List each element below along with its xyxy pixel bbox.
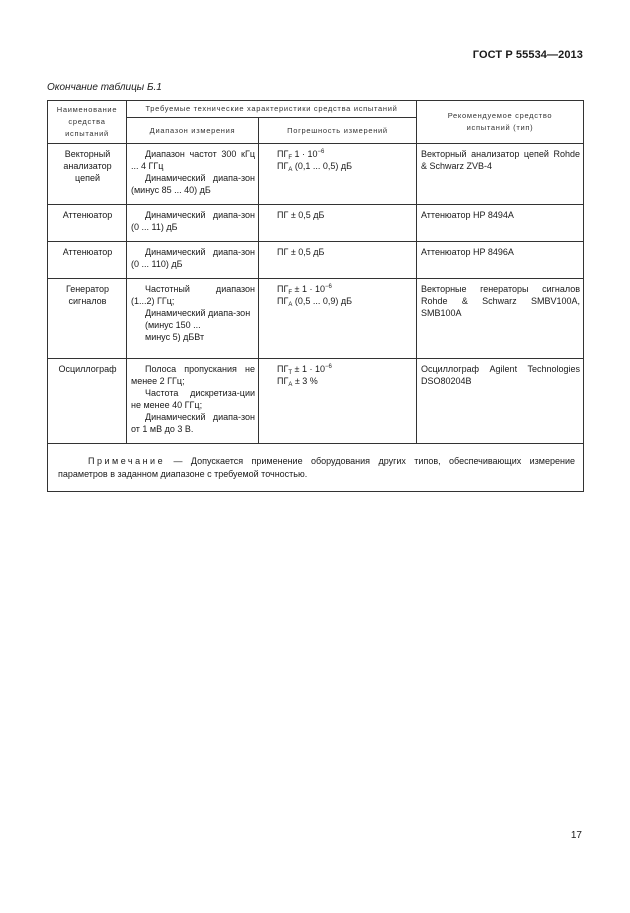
range-line: Частота дискретиза-ции не менее 40 ГГц; xyxy=(131,388,255,410)
cell-recommended: Векторные генераторы сигналов Rohde & Schwarz SMBV100A, SMB100A xyxy=(417,279,584,359)
specification-table xyxy=(47,100,584,492)
cell-error xyxy=(259,359,417,444)
error-line xyxy=(277,246,413,258)
error-value: ± 1 · 10 xyxy=(292,364,325,374)
table-caption: Окончание таблицы Б.1 xyxy=(47,82,162,93)
error-value: 1 · 10 xyxy=(292,149,318,159)
table-row xyxy=(48,144,584,205)
error-value: ± 0,5 дБ xyxy=(288,210,325,220)
range-line: (минус 150 ... xyxy=(145,320,201,330)
range-line: Динамический диапа-зон xyxy=(145,308,251,318)
cell-name: Осциллограф xyxy=(48,359,127,444)
cell-range xyxy=(127,242,259,279)
error-subscript: А xyxy=(288,167,293,173)
error-line xyxy=(277,160,413,172)
cell-name: Аттенюатор xyxy=(48,205,127,242)
range-line: Частотный диапазон (1...2) ГГц; xyxy=(131,284,255,306)
cell-error xyxy=(259,144,417,205)
range-line: Динамический диапа-зон (минус 85 ... 40) дБ xyxy=(131,173,255,195)
error-value: (0,1 ... 0,5) дБ xyxy=(292,161,353,171)
range-line: Диапазон частот 300 кГц ... 4 ГГц xyxy=(131,149,255,171)
range-line: Динамический диапа-зон (0 ... 11) дБ xyxy=(131,210,255,232)
error-symbol: ПГ xyxy=(277,149,289,159)
error-line xyxy=(277,209,413,221)
error-subscript: F xyxy=(288,155,293,161)
header-recommended: Рекомендуемое средство испытаний (тип) xyxy=(417,101,584,144)
error-exponent: −6 xyxy=(317,149,325,155)
cell-recommended: Аттенюатор HP 8496A xyxy=(417,242,584,279)
cell-name: Аттенюатор xyxy=(48,242,127,279)
note-text: — Допускается применение оборудования других типов, обеспечивающих измерение параметров в заданном диапазоне с требуемой точностью. xyxy=(58,456,575,479)
header-error: Погрешность измерений xyxy=(259,118,417,144)
error-value: ± 1 · 10 xyxy=(292,284,325,294)
error-symbol: ПГ xyxy=(277,296,289,306)
header-range: Диапазон измерения xyxy=(127,118,259,144)
range-line: Динамический диапа-зон от 1 мВ до 3 В. xyxy=(131,412,255,434)
cell-error xyxy=(259,242,417,279)
header-required-characteristics: Требуемые технические характеристики средства испытаний xyxy=(127,101,417,118)
table-row xyxy=(48,205,584,242)
document-code: ГОСТ Р 55534—2013 xyxy=(472,49,583,61)
error-line xyxy=(277,148,413,160)
range-line: Динамический диапа-зон (0 ... 110) дБ xyxy=(131,247,255,269)
cell-range xyxy=(127,359,259,444)
error-line xyxy=(277,375,413,387)
table-row xyxy=(48,359,584,444)
error-symbol: ПГ xyxy=(277,210,289,220)
error-line xyxy=(277,283,413,295)
cell-name: Векторный анализатор цепей xyxy=(48,144,127,205)
error-exponent: −6 xyxy=(324,364,332,370)
note-label: Примечание xyxy=(88,456,166,466)
table-note xyxy=(48,444,584,492)
cell-range xyxy=(127,279,259,359)
error-symbol: ПГ xyxy=(277,161,289,171)
cell-error xyxy=(259,279,417,359)
cell-recommended: Осциллограф Agilent Technologies DSO80204B xyxy=(417,359,584,444)
error-value: (0,5 ... 0,9) дБ xyxy=(292,296,353,306)
error-line xyxy=(277,295,413,307)
cell-range xyxy=(127,205,259,242)
error-symbol: ПГ xyxy=(277,376,289,386)
range-line: минус 5) дБВт xyxy=(145,332,205,342)
error-symbol: ПГ xyxy=(277,364,289,374)
cell-recommended: Векторный анализатор цепей Rohde & Schwarz ZVB-4 xyxy=(417,144,584,205)
error-line xyxy=(277,363,413,375)
error-symbol: ПГ xyxy=(277,247,289,257)
table-row xyxy=(48,242,584,279)
error-value: ± 0,5 дБ xyxy=(288,247,325,257)
error-subscript: А xyxy=(288,302,293,308)
table-row xyxy=(48,279,584,359)
error-symbol: ПГ xyxy=(277,284,289,294)
cell-name: Генератор сигналов xyxy=(48,279,127,359)
error-exponent: −6 xyxy=(324,284,332,290)
cell-error xyxy=(259,205,417,242)
header-name: Наименование средства испытаний xyxy=(48,101,127,144)
cell-range xyxy=(127,144,259,205)
error-value: ± 3 % xyxy=(292,376,318,386)
page-number: 17 xyxy=(570,830,582,841)
cell-recommended: Аттенюатор HP 8494A xyxy=(417,205,584,242)
error-subscript: Т xyxy=(288,370,293,376)
error-subscript: F xyxy=(288,290,293,296)
error-subscript: А xyxy=(288,382,293,388)
range-line: Полоса пропускания не менее 2 ГГц; xyxy=(131,364,255,386)
